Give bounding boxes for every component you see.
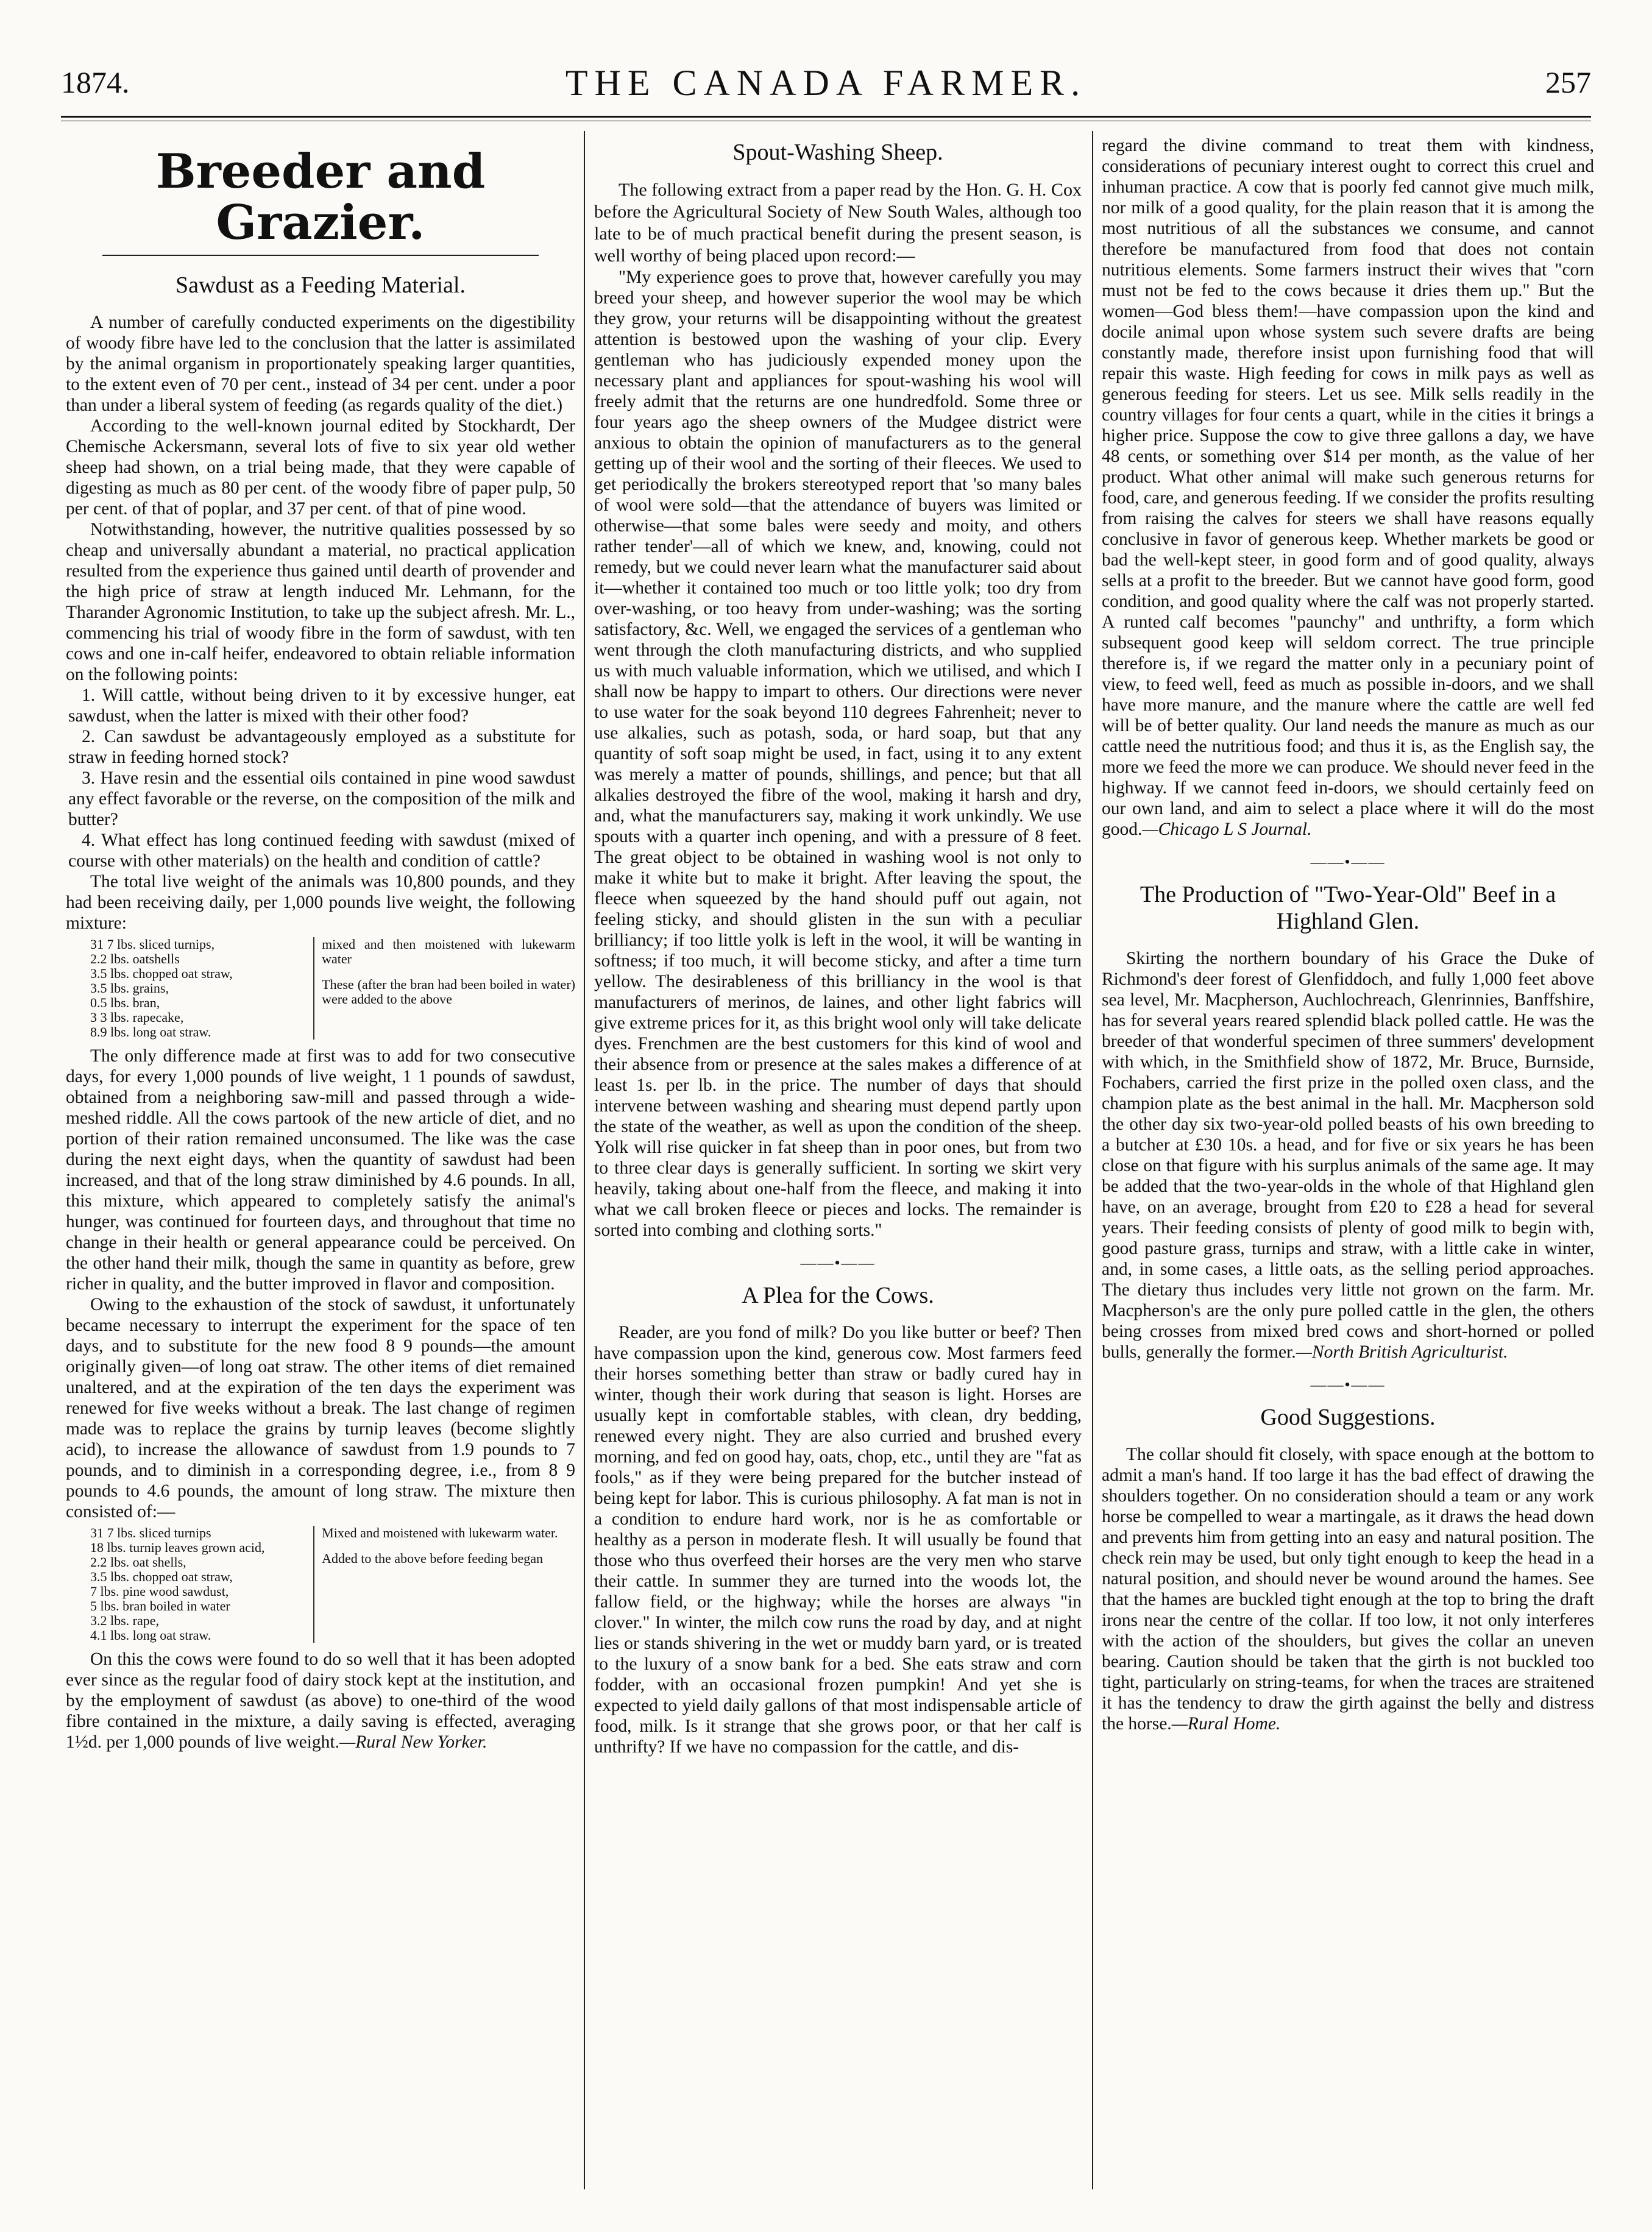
mixture-line: 8.9 lbs. long oat straw. bbox=[90, 1025, 211, 1040]
section-separator: ——•—— bbox=[800, 1254, 876, 1272]
column-2 bbox=[594, 135, 1082, 2183]
article-paragraph bbox=[1102, 1444, 1594, 1734]
source-credit: —North British Agriculturist. bbox=[1296, 1342, 1508, 1362]
article-headline-plea-cows: A Plea for the Cows. bbox=[742, 1283, 934, 1308]
article-paragraph bbox=[1102, 948, 1594, 1362]
mixture-line: 3 3 lbs. rapecake, bbox=[90, 1010, 184, 1025]
column-divider bbox=[584, 131, 585, 2189]
mixture-line: 2.2 lbs. oatshells bbox=[90, 952, 180, 966]
mixture-line: 31 7 lbs. sliced turnips, bbox=[90, 937, 215, 952]
mixture-line: 3.5 lbs. chopped oat straw, bbox=[90, 1570, 233, 1584]
article-paragraph: According to the well-known journal edited by Stockhardt, Der Chemische Ackersmann, several lots of five to six year old wether sheep had shown, on a trial being made, that they were capable of digesting as much as 80 per cent. of the woody fibre of paper pulp, 50 per cent. of that of poplar, and 37 per cent. of that of pine wood. bbox=[66, 416, 575, 519]
article-paragraph: "My experience goes to prove that, however carefully you may breed your sheep, and however superior the wool may be which they grow, your returns will be disappointing without the greatest attention is bestowed upon the washing of your clip. Every gentleman who has judiciously expended money upon the necessary plant and appliances for spout-washing his wool will freely admit that the returns are one hundredfold. Some three or four years ago the sheep owners of the Mudgee district were anxious to obtain the opinion of manufacturers as to the general getting up of their wool and the sorting of their fleeces. We used to get periodically the brokers stereotyped report that 'so many bales of wool were sold—that the attendance of buyers was limited or otherwise—that some bales were seedy and moity, and others rather tender'—all of which we knew, and, knowing, could not remedy, but we could never learn what the manufacturer said about it—whether it contained too much or too little yolk; too dry from over-washing, or too heavy from under-washing; was the sorting satisfactory, &c. Well, we engaged the services of a gentleman who went through the cloth manufacturing districts, and who supplied us with much valuable information, which we utilised, and which I shall now be happy to impart to others. Our directions were never to use water for the soak beyond 110 degrees Fahrenheit; never to use alkalies, such as potash, soda, or hard soap, but that any quantity of soft soap might be used, in fact, using it to any extent was merely a matter of pounds, shillings, and pence; but that all alkalies destroyed the fibre of the wool, making it harsh and dry, and, what the manufacturers say, making it work unkindly. We use spouts with a quarter inch opening, and with a pressure of 8 feet. The great object to be obtained in washing wool is not only to make it white but to make it bright. After leaving the spout, the fleece when squeezed by the hand should puff out again, not feeling sticky, and should glisten in the sun with a peculiar brilliancy; if too little yolk is left in the wool, it will be wanting in softness; if too much, it will become sticky, and after a time turn yellow. The desirableness of this brilliancy in the wool is that manufacturers of merinos, de laines, and other light fabrics will give extreme prices for it, as this bright wool only will take delicate dyes. Frenchmen are the best customers for this kind of wool and their absence from or presence at the sales makes a difference of at least 1s. per lb. in the price. The number of days that should intervene between washing and shearing must depend partly upon the state of the weather, as well as upon the condition of the sheep. Yolk will rise quicker in fat sheep than in poor ones, but from two to three clear days is generally sufficient. In sorting we skirt very heavily, taking about one-half from the fleece, and making it into what we call broken fleece or pieces and locks. The remainder is sorted into combing and clothing sorts." bbox=[594, 267, 1082, 1240]
mixture-line: 3.2 lbs. rape, bbox=[90, 1614, 160, 1628]
article-headline-sawdust: Sawdust as a Feeding Material. bbox=[175, 272, 466, 298]
column-3 bbox=[1102, 135, 1594, 2183]
article-intro: The following extract from a paper read by the Hon. G. H. Cox before the Agricultural Society of New South Wales, although too late to be of much practical benefit during the present season, is well worthy of being placed upon record:— bbox=[594, 180, 1082, 266]
article-paragraph: Owing to the exhaustion of the stock of sawdust, it unfortunately became necessary to interrupt the experiment for the space of ten days, and to substitute for the new food 8 9 pounds—the amount originally given—of long oat straw. The other items of diet remained unaltered, and at the expiration of the ten days the experiment was renewed for five weeks without a break. The last change of regimen made was to replace the grains by turnip leaves (become slightly acid), to increase the allowance of sawdust from 1.9 pounds to 7 pounds, and to diminish in a corresponding degree, i.e., from 8 9 pounds to 4.6 pounds, the amount of long straw. The mixture then consisted of:— bbox=[66, 1295, 575, 1522]
article-paragraph: A number of carefully conducted experiments on the digestibility of woody fibre have led to the conclusion that the latter is assimilated by the animal organism in proportionately speaking larger quantities, to the extent even of 70 per cent., instead of 34 per cent. under a poor than under a liberal system of feeding (as regards quality of the diet.) bbox=[66, 313, 575, 415]
paragraph-text: On this the cows were found to do so well that it has been adopted ever since as the regular food of dairy stock kept at the institution, and by the employment of sawdust (as above) to one-third of the wood fibre contained in the mixture, a daily saving is effected, averaging 1½d. per 1,000 pounds of live weight. bbox=[66, 1649, 575, 1752]
mixture-note: These (after the bran had been boiled in water) were added to the above bbox=[322, 977, 575, 1007]
mixture-line: 0.5 lbs. bran, bbox=[90, 996, 160, 1010]
mixture-line: 7 lbs. pine wood sawdust, bbox=[90, 1584, 229, 1599]
feed-mixture-table bbox=[90, 937, 575, 1040]
issue-year: 1874. bbox=[61, 65, 130, 99]
paragraph-text: The collar should fit closely, with space enough at the bottom to admit a man's hand. If too large it has the bad effect of drawing the shoulders together. On no consideration should a team or any work horse be compelled to wear a martingale, as it draws the head down and prevents him from getting into an easy and natural position. The check rein may be used, but only tight enough to keep the head in a natural position, and should never be wound around the hames. See that the hames are buckled tight enough at the top to bring the draft irons near the centre of the collar. If too low, it not only interferes with the action of the shoulders, but gives the collar an uneven bearing. Caution should be taken that the girth is not buckled too tight, particularly on string-teams, for when the traces are straitened it has the tendency to draw the girth against the belly and distress the horse. bbox=[1102, 1445, 1594, 1734]
article-paragraph: The total live weight of the animals was 10,800 pounds, and they had been receiving daily, per 1,000 pounds live weight, the following mixture: bbox=[66, 872, 575, 933]
question-item: 3. Have resin and the essential oils contained in pine wood sawdust any effect favorable or the reverse, on the composition of the milk and butter? bbox=[68, 768, 575, 829]
mixture-line: 3.5 lbs. grains, bbox=[90, 981, 169, 996]
masthead-rule bbox=[61, 116, 1591, 118]
mixture-note: mixed and then moistened with lukewarm water bbox=[322, 937, 575, 966]
department-title: Breeder and Grazier. bbox=[155, 144, 486, 250]
article-paragraph bbox=[1102, 135, 1594, 840]
section-separator: ——•—— bbox=[1310, 853, 1386, 871]
article-headline-spout-washing: Spout-Washing Sheep. bbox=[732, 140, 943, 165]
department-rule bbox=[102, 255, 539, 256]
source-credit: —Chicago L S Journal. bbox=[1142, 820, 1312, 839]
mixture-line: 4.1 lbs. long oat straw. bbox=[90, 1628, 211, 1643]
article-headline-highland-beef: The Production of "Two-Year-Old" Beef in a Highland Glen. bbox=[1140, 882, 1556, 934]
mixture-line: 5 lbs. bran boiled in water bbox=[90, 1599, 230, 1614]
article-paragraph: The only difference made at first was to add for two consecutive days, for every 1,000 pounds of live weight, 1 1 pounds of sawdust, obtained from a neighboring saw-mill and passed through a wide-meshed riddle. All the cows partook of the new article of diet, and no portion of their ration remained unconsumed. The like was the case during the next eight days, when the quantity of sawdust had been increased, and that of the long straw diminished by 4.6 pounds. In all, this mixture, which appeared to completely satisfy the animal's hunger, was continued for fourteen days, and throughout that time no change in their health or general appearance could be perceived. On the other hand their milk, though the same in quantity as before, grew richer in quality, and the butter improved in flavor and composition. bbox=[66, 1046, 575, 1294]
question-item: 2. Can sawdust be advantageously employed as a substitute for straw in feeding horned stock? bbox=[68, 727, 575, 767]
newspaper-title: THE CANADA FARMER. bbox=[565, 63, 1087, 103]
mixture-line: 2.2 lbs. oat shells, bbox=[90, 1555, 186, 1570]
question-item: 4. What effect has long continued feeding with sawdust (mixed of course with other materials) on the health and condition of cattle? bbox=[68, 831, 575, 871]
article-paragraph bbox=[66, 1649, 575, 1752]
masthead bbox=[61, 56, 1591, 123]
article-headline-good-suggestions: Good Suggestions. bbox=[1260, 1405, 1436, 1430]
mixture-line: 3.5 lbs. chopped oat straw, bbox=[90, 966, 233, 981]
mixture-note: Mixed and moistened with lukewarm water. bbox=[322, 1525, 558, 1540]
feed-mixture-table bbox=[90, 1526, 575, 1643]
mixture-note: Added to the above before feeding began bbox=[322, 1551, 544, 1566]
mixture-line: 31 7 lbs. sliced turnips bbox=[90, 1526, 211, 1540]
source-credit: —Rural Home. bbox=[1171, 1714, 1281, 1734]
column-1 bbox=[66, 135, 575, 2183]
article-paragraph: Reader, are you fond of milk? Do you like butter or beef? Then have compassion upon the kind, generous cow. Most farmers feed their horses something better than straw or badly cured hay in winter, though their work during that season is light. Horses are usually kept in comfortable stables, with clean, dry bedding, renewed every night. They are also curried and brushed every morning, and fed on good hay, oats, chop, etc., until they are "fat as fools," as if they were being prepared for the butcher instead of being kept for labor. This is curious philosophy. A fat man is not in a condition to endure hard work, nor is he as comfortable or healthy as a person in moderate flesh. It will usually be found that those who thus overfeed their horses are the very men who starve their cattle. In summer they are turned into the woods lot, the fallow field, or the highway; while the horses are always "in clover." In winter, the milch cow runs the road by day, and at night lies or stands shivering in the wet or muddy barn yard, or is treated to the luxury of a snow bank for a bed. She eats straw and corn fodder, with an occasional frozen pumpkin! And yet she is expected to yield daily gallons of that most indispensable article of food, milk. Is it strange that she grows poor, or that her calf is unthrifty? If we have no compassion for the cattle, and dis- bbox=[594, 1323, 1082, 1757]
paragraph-text: regard the divine command to treat them with kindness, considerations of pecuniary interest ought to correct this cruel and inhuman practice. A cow that is poorly fed cannot give much milk, nor milk of a good quality, for the plain reason that it is among the most nutritious of all the substances we consume, and cannot therefore be manufactured from food that does not contain nutritious elements. Some farmers instruct their wives that "corn must not be fed to the cows because it dries them up." But the women—God bless them!—have compassion upon the kind and docile animal upon whose system such severe drafts are being constantly made, therefore insist upon furnishing food that will repair this waste. High feeding for cows in milk pays as well as generous feeding for steers. Let us see. Milk sells readily in the country villages for four cents a quart, while in the cities it brings a higher price. Suppose the cow to give three gallons a day, we have 48 cents, or something over $14 per month, as the value of her product. What other animal will make such generous returns for food, care, and generous feeding. If we consider the profits resulting from raising the calves for steers we shall have reasons equally conclusive in favor of generous keep. Whether markets be good or bad the well-kept steer, in good form and of good quality, always sells at a profit to the breeder. But we cannot have good form, good condition, and good quality where the calf was not properly started. A runted calf becomes "paunchy" and unthrifty, a form which subsequent good keep will seldom correct. The true principle therefore is, if we regard the matter only in a pecuniary point of view, to feed well, feed as much as possible in-doors, and we shall have more manure, and the manure where the cattle are well fed will be of better quality. Our land needs the manure as much as our cattle need the nutritious food; and thus it is, as the English say, the more we feed the more we can produce. We should never feed in the highway. If we cannot feed in-doors, we should certainly feed on our own land, and aim to select a place where it will do the most good. bbox=[1102, 136, 1594, 839]
page-number: 257 bbox=[1545, 65, 1591, 99]
paragraph-text: Skirting the northern boundary of his Grace the Duke of Richmond's deer forest of Glenfiddoch, and fully 1,000 feet above sea level, Mr. Macpherson, Auchlochreach, Glenrinnies, Banffshire, has for several years reared splendid black polled cattle. He was the breeder of that wonderful specimen of three summers' development with which, in the Smithfield show of 1872, Mr. Bruce, Burnside, Fochabers, carried the first prize in the polled oxen class, and the champion plate as the best animal in the hall. Mr. Macpherson sold the other day six two-year-old polled beasts of his own breeding to a butcher at £30 10s. a head, and for five or six years he has been close on that figure with his surplus animals of the same age. It may be added that the two-year-olds in the whole of that Highland glen have, on an average, brought from £20 to £28 a head for several years. Their feeding consists of plenty of good milk to begin with, good pasture grass, turnips and straw, with a little cake in winter, and, in some cases, a little oats, as the selling period approaches. The dietary thus includes very little not grown on the farm. Mr. Macpherson's are the only pure polled cattle in the glen, the others being crosses from mixed bred cows and short-horned or polled bulls, generally the former. bbox=[1102, 949, 1594, 1362]
source-credit: —Rural New Yorker. bbox=[339, 1732, 487, 1752]
article-paragraph: Notwithstanding, however, the nutritive qualities possessed by so cheap and universally abundant a material, no practical application resulted from the experience thus gained until dearth of provender and the high price of straw at length induced Mr. Lehmann, for the Tharander Agronomic Institution, to take up the subject afresh. Mr. L., commencing his trial of woody fibre in the form of sawdust, with ten cows and one in-calf heifer, endeavored to obtain reliable information on the following points: bbox=[66, 520, 575, 684]
mixture-line: 18 lbs. turnip leaves grown acid, bbox=[90, 1540, 265, 1555]
column-divider bbox=[1092, 131, 1093, 2189]
section-separator: ——•—— bbox=[1310, 1376, 1386, 1394]
question-item: 1. Will cattle, without being driven to it by excessive hunger, eat sawdust, when the latter is mixed with their other food? bbox=[68, 686, 575, 726]
